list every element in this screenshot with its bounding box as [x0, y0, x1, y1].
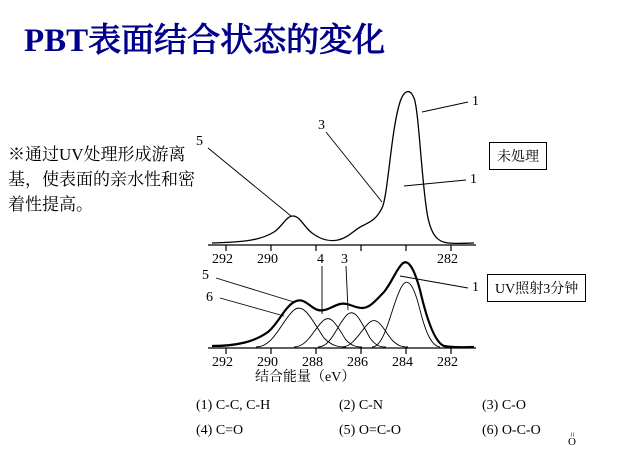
callout-label-top-1b: 1 — [470, 172, 477, 187]
callout-line-2 — [400, 276, 468, 288]
bot-xtick-290: 290 — [257, 355, 278, 370]
bot-xtick-282: 282 — [437, 355, 458, 370]
legend-row — [196, 423, 626, 448]
chart-legend — [196, 398, 626, 448]
callout-label-top-1a: 1 — [472, 94, 479, 109]
callout-label-bot-3: 3 — [341, 252, 348, 267]
bot-xtick-284: 284 — [392, 355, 413, 370]
label-box-uv: UV照射3分钟 — [487, 274, 586, 302]
double-bond-mark: = — [567, 431, 578, 437]
bot-xtick-288: 288 — [302, 355, 323, 370]
legend-item-6 — [482, 423, 625, 448]
legend-item-5: (5) O=C-O — [339, 423, 401, 438]
callout-label-bot-5: 5 — [202, 268, 209, 283]
legend-row — [196, 398, 626, 414]
callout-label-bot-6: 6 — [206, 290, 213, 305]
legend-item-1: (1) C-C, C-H — [196, 398, 271, 413]
component-curve-1 — [372, 282, 440, 347]
spectra-svg — [186, 70, 506, 390]
legend-item-6-text: (6) O-C-O — [482, 423, 541, 438]
label-box-untreated: 未処理 — [489, 142, 547, 170]
top-xtick-290: 290 — [257, 252, 278, 267]
callout-line-6 — [220, 298, 284, 316]
callout-line-5b — [216, 278, 294, 302]
bot-xtick-292: 292 — [212, 355, 233, 370]
callout-line-5 — [208, 148, 291, 216]
legend-item-3: (3) C-O — [482, 398, 526, 413]
callout-line-1b — [404, 180, 466, 186]
bot-xtick-286: 286 — [347, 355, 368, 370]
note-text: ※通过UV处理形成游离基，使表面的亲水性和密着性提高。 — [8, 145, 195, 214]
component-curve-5 — [256, 308, 346, 347]
legend-item-2: (2) C-N — [339, 398, 383, 413]
callout-label-top-5: 5 — [196, 134, 203, 149]
x-axis-title: 结合能量（eV） — [255, 370, 356, 385]
top-xtick-282: 282 — [437, 252, 458, 267]
callout-label-bot-2: 1 — [472, 280, 479, 295]
callout-label-bot-4: 4 — [317, 252, 324, 267]
callout-line-3 — [326, 132, 382, 202]
legend-item-4: (4) C=O — [196, 423, 244, 438]
page-title: PBT表面结合状态的変化 — [24, 23, 386, 59]
untreated-envelope-curve — [212, 92, 474, 244]
top-xtick-292: 292 — [212, 252, 233, 267]
callout-line-1a — [422, 102, 468, 112]
component-curve-3 — [318, 313, 386, 347]
callout-label-top-3: 3 — [318, 118, 325, 133]
xps-spectra-chart — [186, 70, 506, 390]
legend-item-6-sub-o: O — [568, 436, 576, 448]
